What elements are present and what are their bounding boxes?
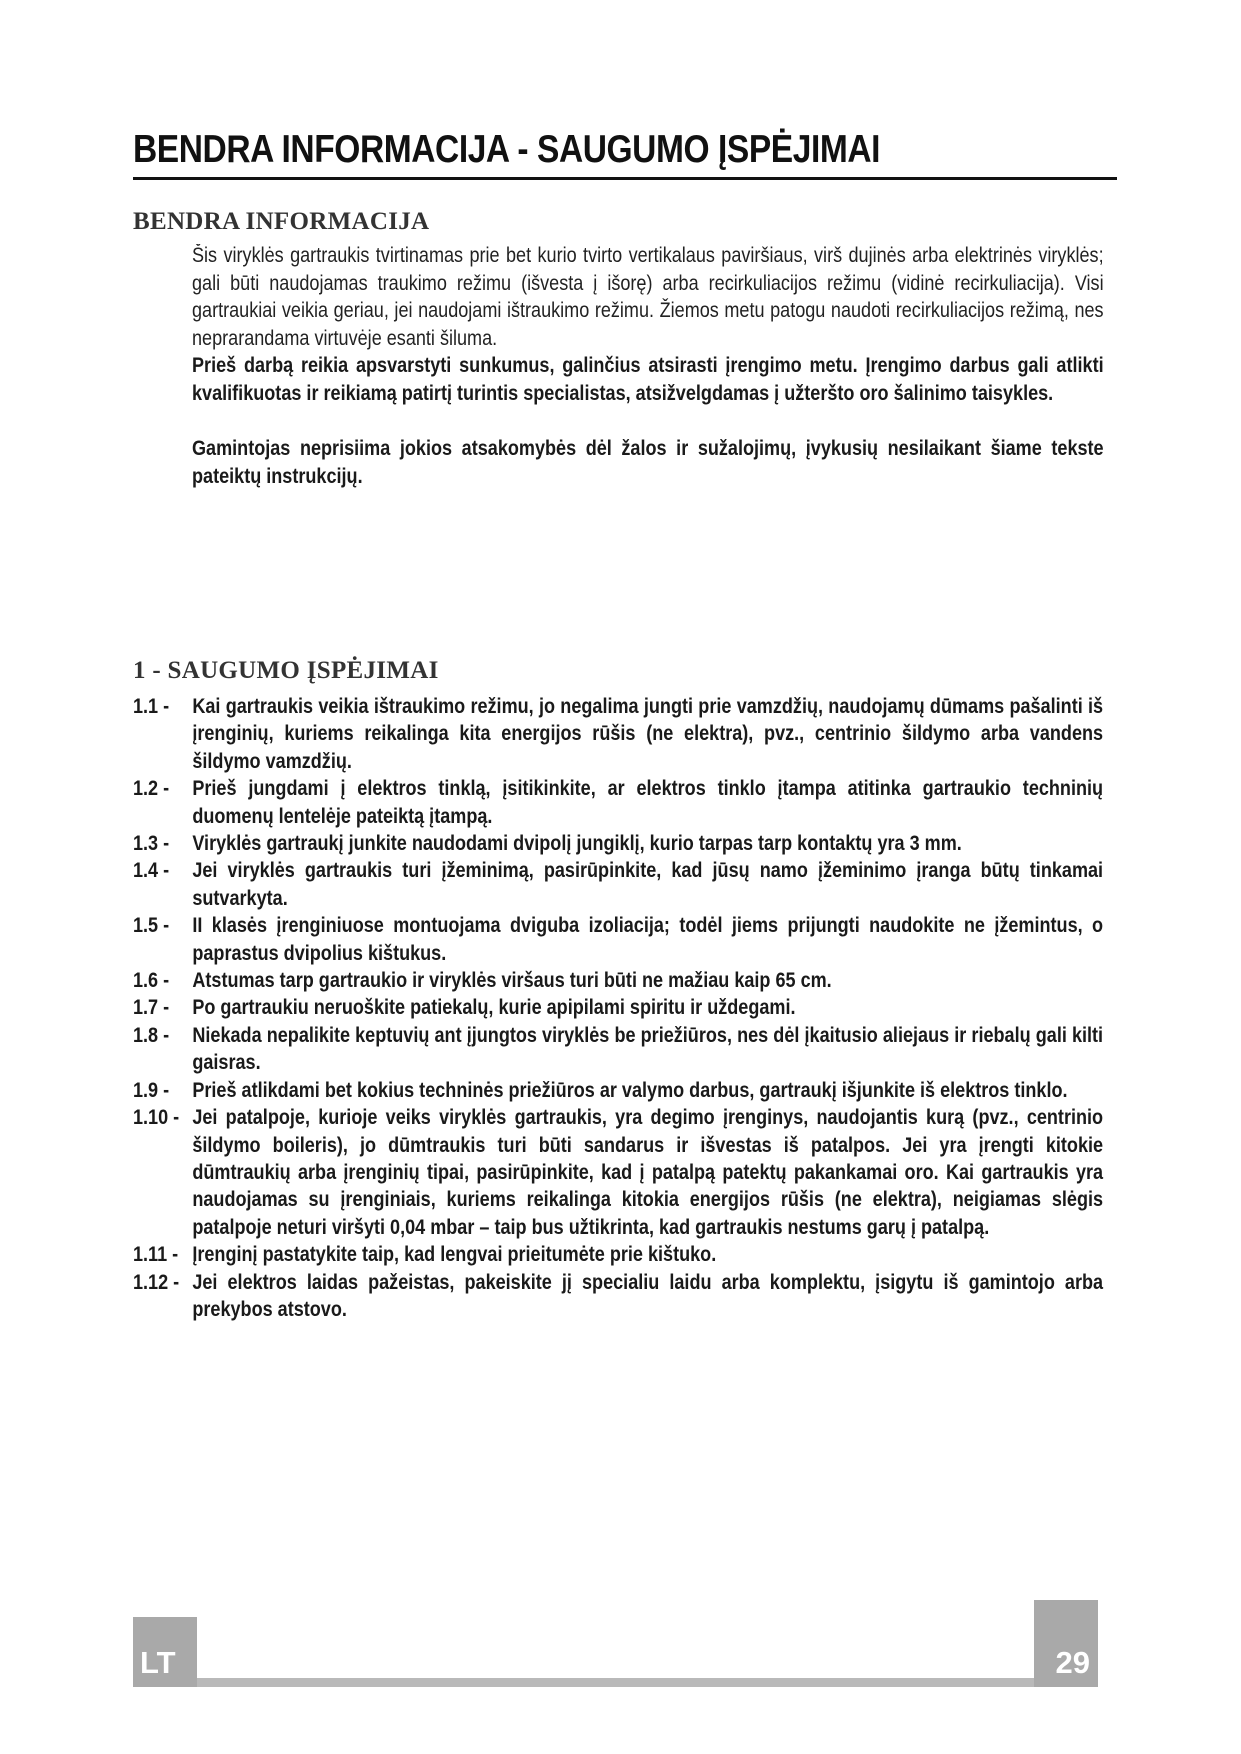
safety-warnings-list [133,693,1103,1323]
item-text: Jei elektros laidas pažeistas, pakeiskite jį specialiu laidu arba komplektu, įsigytu iš gamintojo arba prekybos atstovo. [192,1270,1104,1321]
list-item [133,830,1103,857]
general-info-heading: BENDRA INFORMACIJA [133,208,430,235]
list-item [133,1269,1103,1324]
item-number: 1.7 - [133,996,170,1020]
item-number: 1.9 - [133,1078,170,1102]
item-number: 1.6 - [133,969,170,993]
item-text: Įrenginį pastatykite taip, kad lengvai prieitumėte prie kištuko. [192,1243,717,1267]
item-number: 1.1 - [133,695,170,718]
list-item [133,1077,1103,1104]
list-item [133,775,1103,830]
item-number: 1.4 - [133,859,170,883]
item-text: Jei viryklės gartraukis turi įžeminimą, pasirūpinkite, kad jūsų namo įžeminimo įranga būtų tinkamai sutvarkyta. [192,859,1104,910]
item-number: 1.3 - [133,832,170,856]
item-text: Kai gartraukis veikia ištraukimo režimu, jo negalima jungti prie vamzdžių, naudojamų dūmams pašalinti iš įrenginių, kuriems reikalinga kita energijos rūšis (ne elektra), pvz., centrinio šildymo arba vandens šildymo vamzdžių. [192,695,1104,773]
list-item [133,967,1103,994]
item-text: Prieš atlikdami bet kokius techninės priežiūros ar valymo darbus, gartraukį išjunkite iš elektros tinklo. [192,1078,1068,1102]
general-intro-paragraph: Šis viryklės gartraukis tvirtinamas prie bet kurio tvirto vertikalaus paviršiaus, virš dujinės arba elektrinės viryklės; gali būti naudojamas traukimo režimu (išvesta į išorę) arba recirkuliacijos režimu (vidinė recirkuliacija). Visi gartraukiai veikia geriau, jei naudojami ištraukimo režimu. Žiemos metu patogu naudoti recirkuliacijos režimą, nes neprarandama virtuvėje esanti šiluma. [192,244,1104,350]
liability-paragraph: Gamintojas neprisiima jokios atsakomybės dėl žalos ir sužalojimų, įvykusių nesilaikant šiame tekste pateiktų instrukcijų. [192,437,1104,488]
page-number-badge [1034,1600,1098,1687]
list-item [133,857,1103,912]
item-number: 1.2 - [133,777,170,801]
title-underline [133,177,1117,180]
item-number: 1.8 - [133,1023,170,1047]
list-item [133,912,1103,967]
item-number: 1.5 - [133,914,170,938]
item-text: Prieš jungdami į elektros tinklą, įsitikinkite, ar elektros tinklo įtampa atitinka gartraukio techninių duomenų lentelėje pateiktą įtampą. [192,777,1104,828]
list-item [133,693,1103,775]
item-text: Po gartraukiu neruoškite patiekalų, kurie apipilami spiritu ir uždegami. [192,996,796,1020]
item-number: 1.10 - [133,1106,180,1130]
installation-warning-paragraph: Prieš darbą reikia apsvarstyti sunkumus, galinčius atsirasti įrengimo metu. Įrengimo darbus gali atlikti kvalifikuotas ir reikiamą patirtį turintis specialistas, atsižvelgdamas į užteršto oro šalinimo taisykles. [192,354,1104,405]
item-number: 1.12 - [133,1270,180,1294]
list-item [133,1241,1103,1268]
list-item [133,1022,1103,1077]
item-text: Atstumas tarp gartraukio ir viryklės viršaus turi būti ne mažiau kaip 65 cm. [192,969,832,993]
safety-warnings-heading: 1 - SAUGUMO ĮSPĖJIMAI [133,657,439,684]
page-number: 29 [1055,1645,1090,1680]
item-number: 1.11 - [133,1243,179,1267]
language-label: LT [140,1645,176,1680]
list-item [133,1104,1103,1241]
page-title: BENDRA INFORMACIJA - SAUGUMO ĮSPĖJIMAI [133,128,881,171]
item-text: Jei patalpoje, kurioje veiks viryklės gartraukis, yra degimo įrenginys, naudojantis kurą (pvz., centrinio šildymo boileris), jo dūmtraukis turi būti sandarus ir išvestas iš patalpos. Jei yra įrengti kitokie dūmtraukių arba įrenginių tipai, pasirūpinkite, kad į patalpą patektų pakankamai oro. Kai gartraukis yra naudojamas su įrenginiais, kuriems reikalinga kitokia energijos rūšis (ne elektra), neigiamas slėgis patalpoje neturi viršyti 0,04 mbar – taip bus užtikrinta, kad gartraukis nestums garų į patalpą. [192,1106,1104,1239]
item-text: II klasės įrenginiuose montuojama dviguba izoliacija; todėl jiems prijungti naudokite ne įžemintus, o paprastus dvipolius kištukus. [192,914,1104,965]
list-item [133,994,1103,1021]
item-text: Niekada nepalikite keptuvių ant įjungtos viryklės be priežiūros, nes dėl įkaitusio aliejaus ir riebalų gali kilti gaisras. [192,1023,1104,1075]
footer-band [197,1678,1034,1687]
language-badge [133,1617,197,1687]
item-text: Viryklės gartraukį junkite naudodami dvipolį jungiklį, kurio tarpas tarp kontaktų yra 3 mm. [192,832,962,856]
